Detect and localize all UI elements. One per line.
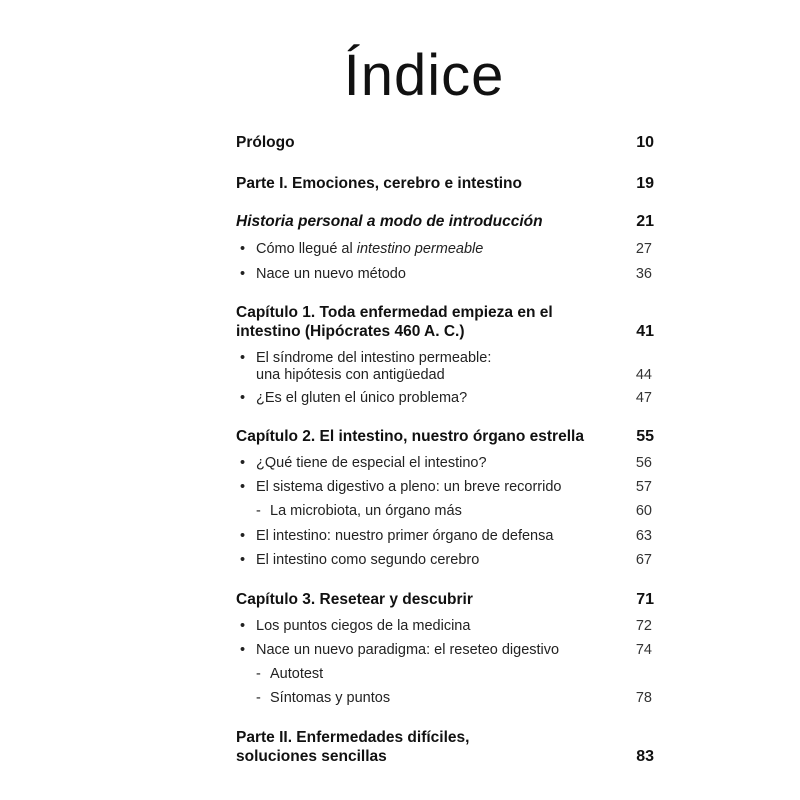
page-title: Índice — [343, 43, 505, 108]
toc-entry-label-text: Cómo llegué al — [256, 241, 357, 257]
toc-entry-label: • El intestino como segundo cerebro — [256, 552, 479, 568]
toc-entry-label: Prólogo — [236, 134, 295, 151]
toc-entry-page: 67 — [635, 552, 652, 568]
toc-entry-page: 44 — [635, 367, 652, 383]
toc-entry-parte-2 — [236, 728, 654, 768]
toc-entry-label: Capítulo 2. El intestino, nuestro órgano estrella — [236, 428, 584, 445]
toc-entry-label: • Los puntos ciegos de la medicina — [256, 618, 470, 634]
toc-entry-page: 83 — [636, 748, 654, 765]
toc-entry-page: 10 — [636, 134, 654, 151]
toc-entry-label: - Autotest — [270, 666, 323, 682]
toc-entry-label: Capítulo 3. Resetear y descubrir — [236, 591, 473, 608]
toc-entry-page: 63 — [635, 528, 652, 544]
toc-entry-page: 57 — [635, 479, 652, 495]
toc-entry-page: 21 — [636, 213, 654, 230]
toc-entry-label: • El sistema digestivo a pleno: un breve recorrido — [256, 479, 561, 495]
toc-entry-label: • Nace un nuevo paradigma: el reseteo digestivo — [256, 642, 559, 658]
toc-entry-label: • Nace un nuevo método — [256, 266, 406, 282]
toc-entry-page: 78 — [635, 690, 652, 706]
toc-entry-label-line1: Capítulo 1. Toda enfermedad empieza en el — [236, 304, 553, 321]
toc-entry-label: - Síntomas y puntos — [270, 690, 390, 706]
toc-entry-page: 72 — [635, 618, 652, 634]
toc-entry-capitulo-1 — [236, 303, 654, 343]
toc-entry-page: 19 — [636, 175, 654, 192]
toc-entry-page: 60 — [635, 503, 652, 519]
toc-entry-label: - La microbiota, un órgano más — [270, 503, 462, 519]
toc-entry-page: 55 — [636, 428, 654, 445]
toc-entry-label-italic: intestino permeable — [356, 241, 484, 257]
toc-entry-label-line2: una hipótesis con antigüedad — [256, 367, 445, 383]
toc-entry-label-line2: intestino (Hipócrates 460 A. C.) — [236, 323, 465, 340]
toc-entry-page: 71 — [636, 591, 654, 608]
toc-entry-label: Parte I. Emociones, cerebro e intestino — [236, 175, 522, 192]
toc-entry-label — [256, 241, 483, 257]
toc-entry-page: 56 — [635, 455, 652, 471]
toc-entry-label: • El intestino: nuestro primer órgano de defensa — [256, 528, 553, 544]
toc-entry-page: 74 — [635, 642, 652, 658]
toc-entry-label: • ¿Es el gluten el único problema? — [256, 390, 467, 406]
toc-entry-label-line1: • El síndrome del intestino permeable: — [256, 349, 491, 368]
toc-subentry-sindrome — [236, 349, 654, 385]
toc-entry-page: 41 — [636, 323, 654, 340]
toc-entry-page: 36 — [635, 266, 652, 282]
toc-entry-label: • ¿Qué tiene de especial el intestino? — [256, 455, 487, 471]
toc-entry-label-line1: Parte II. Enfermedades difíciles, — [236, 729, 470, 746]
toc-entry-page: 27 — [635, 241, 652, 257]
toc-entry-label: Historia personal a modo de introducción — [236, 213, 543, 230]
toc-entry-label-line2: soluciones sencillas — [236, 748, 387, 765]
toc-entry-page: 47 — [635, 390, 652, 406]
